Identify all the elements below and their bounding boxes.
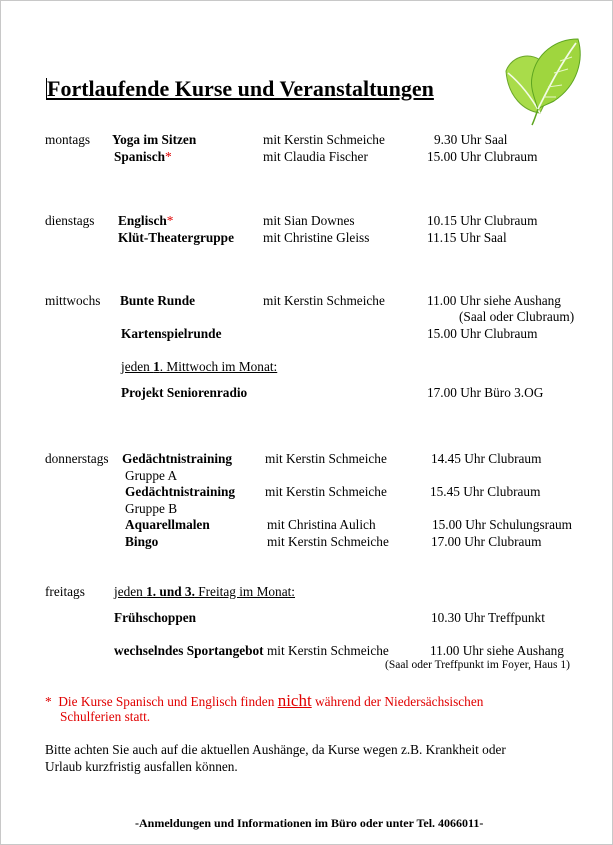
- course-name: Gedächtnistraining: [122, 451, 233, 466]
- notice-emphasis: nicht: [277, 691, 312, 710]
- monthly-heading: [114, 584, 295, 600]
- info-line-1: Bitte achten Sie auch auf die aktuellen Aushänge, da Kurse wegen z.B. Krankheit oder: [45, 742, 506, 757]
- monthly-heading-bold: 1. und 3.: [146, 584, 195, 599]
- course-time: 15.45 Uhr Clubraum: [430, 484, 541, 499]
- course-time: 15.00 Uhr Clubraum: [427, 326, 538, 341]
- course-location-note: (Saal oder Treffpunkt im Foyer, Haus 1): [385, 659, 570, 671]
- course-name-row: [114, 149, 172, 165]
- course-name: Englisch: [118, 213, 167, 228]
- monthly-heading: [121, 359, 277, 375]
- day-label-mittwochs: mittwochs: [45, 293, 101, 308]
- course-instructor: mit Christina Aulich: [267, 517, 376, 532]
- course-name: Yoga im Sitzen: [112, 132, 197, 147]
- course-time: 14.45 Uhr Clubraum: [431, 451, 542, 466]
- monthly-heading-post: Freitag im Monat:: [194, 584, 295, 599]
- monthly-heading-post: . Mittwoch im Monat:: [159, 359, 278, 374]
- course-time: 10.15 Uhr Clubraum: [427, 213, 538, 228]
- footnote-star: *: [166, 213, 174, 228]
- course-name: Gedächtnistraining: [125, 484, 236, 499]
- course-time: 15.00 Uhr Schulungsraum: [432, 517, 572, 532]
- course-name: Kartenspielrunde: [121, 326, 222, 341]
- course-time: 11.15 Uhr Saal: [427, 230, 507, 245]
- course-time: 9.30 Uhr Saal: [434, 132, 508, 147]
- course-instructor: mit Claudia Fischer: [263, 149, 368, 164]
- course-instructor: mit Kerstin Schmeiche: [266, 643, 389, 658]
- course-group: Gruppe B: [125, 501, 178, 516]
- course-time: 17.00 Uhr Büro 3.OG: [427, 385, 544, 400]
- course-time: 11.00 Uhr siehe Aushang: [430, 643, 564, 658]
- monthly-heading-pre: jeden: [121, 359, 154, 374]
- course-time: 17.00 Uhr Clubraum: [431, 534, 542, 549]
- notice-text-post: während der Niedersächsischen: [311, 694, 484, 709]
- leaf-icon: [498, 35, 590, 127]
- course-instructor: mit Kerstin Schmeiche: [263, 132, 385, 147]
- day-label-freitags: freitags: [45, 584, 85, 599]
- course-location-note: (Saal oder Clubraum): [459, 309, 575, 324]
- course-name: Bingo: [125, 534, 159, 549]
- page-title: Fortlaufende Kurse und Veranstaltungen: [47, 76, 434, 101]
- footnote-star: *: [165, 149, 172, 164]
- monthly-heading-bold: 1: [153, 359, 160, 374]
- course-instructor: mit Kerstin Schmeiche: [265, 484, 387, 499]
- footnote-notice: [45, 691, 483, 711]
- notice-line-2: Schulferien statt.: [60, 709, 151, 724]
- course-name: Projekt Seniorenradio: [121, 385, 248, 400]
- footer-contact: -Anmeldungen und Informationen im Büro oder unter Tel. 4066011-: [135, 816, 484, 830]
- course-instructor: mit Kerstin Schmeiche: [267, 534, 389, 549]
- course-instructor: mit Kerstin Schmeiche: [263, 293, 385, 308]
- course-name: Aquarellmalen: [125, 517, 210, 532]
- day-label-montags: montags: [45, 132, 91, 147]
- course-instructor: mit Christine Gleiss: [263, 230, 370, 245]
- course-name: wechselndes Sportangebot: [114, 643, 264, 658]
- course-group: Gruppe A: [125, 468, 178, 483]
- course-instructor: mit Sian Downes: [263, 213, 355, 228]
- notice-text-pre: Die Kurse Spanisch und Englisch finden: [58, 694, 278, 709]
- footnote-star: *: [45, 694, 52, 709]
- course-name: Frühschoppen: [114, 610, 197, 625]
- course-instructor: mit Kerstin Schmeiche: [265, 451, 387, 466]
- course-name: Spanisch: [114, 149, 165, 164]
- course-time: 10.30 Uhr Treffpunkt: [431, 610, 545, 625]
- course-time: 11.00 Uhr siehe Aushang: [427, 293, 561, 308]
- day-label-donnerstags: donnerstags: [45, 451, 109, 466]
- info-line-2: Urlaub kurzfristig ausfallen können.: [45, 759, 238, 774]
- course-name-row: [118, 213, 173, 229]
- course-row: [114, 643, 389, 659]
- course-name: Klüt-Theatergruppe: [118, 230, 234, 245]
- course-time: 15.00 Uhr Clubraum: [427, 149, 538, 164]
- monthly-heading-pre: jeden: [114, 584, 147, 599]
- course-name: Bunte Runde: [120, 293, 196, 308]
- day-label-dienstags: dienstags: [45, 213, 95, 228]
